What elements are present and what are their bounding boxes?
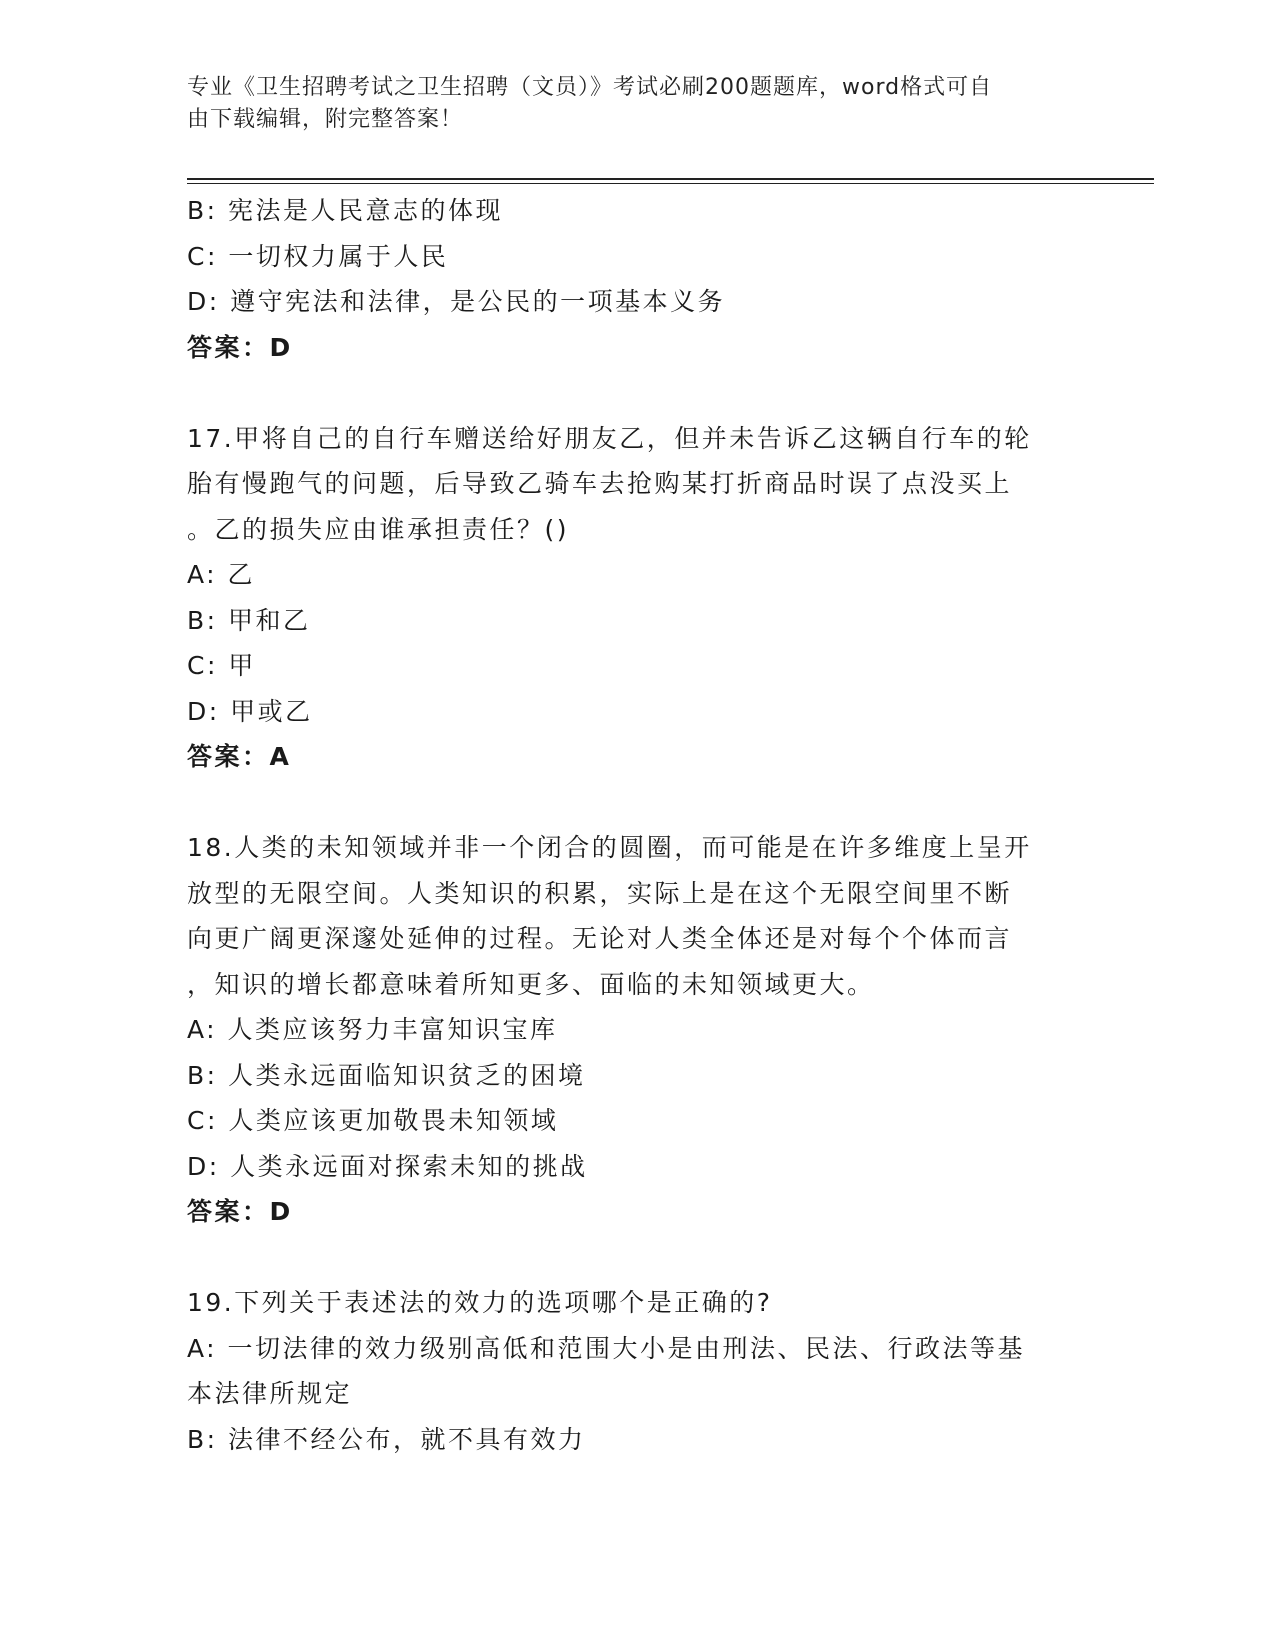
- option-b: B: 宪法是人民意志的体现: [187, 196, 504, 225]
- header-divider-thin: [187, 183, 1154, 184]
- option-b: B: 法律不经公布，就不具有效力: [187, 1424, 586, 1454]
- answer-label: 答案：D: [187, 332, 293, 362]
- option-d: D: 甲或乙: [187, 696, 313, 726]
- option-a: A: 乙: [187, 560, 256, 589]
- question-text-line: 17.甲将自己的自行车赠送给好朋友乙，但并未告诉乙这辆自行车的轮: [187, 423, 1032, 453]
- answer-label: 答案：D: [187, 1197, 293, 1226]
- question-text-line: 向更广阔更深邃处延伸的过程。无论对人类全体还是对每个个体而言: [187, 924, 1013, 953]
- spacer: [187, 370, 1087, 416]
- option-c: C: 人类应该更加敬畏未知领域: [187, 1106, 559, 1135]
- question-17: [187, 416, 1087, 780]
- option-c: C: 甲: [187, 651, 256, 680]
- answer-label: 答案：A: [187, 742, 292, 771]
- question-list: [187, 188, 1087, 1462]
- question-text-line: 胎有慢跑气的问题，后导致乙骑车去抢购某打折商品时误了点没买上: [187, 469, 1013, 498]
- option-c: C: 一切权力属于人民: [187, 241, 449, 271]
- question-text-line: ，知识的增长都意味着所知更多、面临的未知领域更大。: [187, 969, 875, 999]
- header-title-line-1: 专业《卫生招聘考试之卫生招聘（文员）》考试必刷200题题库，word格式可自: [187, 75, 993, 100]
- option-d: D: 人类永远面对探索未知的挑战: [187, 1151, 588, 1181]
- question-18: [187, 825, 1087, 1235]
- header-title-line-2: 由下载编辑，附完整答案！: [187, 107, 464, 132]
- spacer: [187, 780, 1087, 826]
- option-a-line: A: 一切法律的效力级别高低和范围大小是由刑法、民法、行政法等基: [187, 1333, 1026, 1363]
- document-header: [187, 72, 1067, 136]
- option-b: B: 人类永远面临知识贫乏的困境: [187, 1060, 586, 1090]
- option-a-line: 本法律所规定: [187, 1379, 353, 1408]
- option-a: A: 人类应该努力丰富知识宝库: [187, 1015, 558, 1044]
- header-divider-thick: [187, 178, 1154, 180]
- question-16-continuation: [187, 188, 1087, 370]
- question-19: [187, 1280, 1087, 1462]
- question-text-line: 。乙的损失应由谁承担责任？(): [187, 514, 570, 544]
- question-text-line: 放型的无限空间。人类知识的积累，实际上是在这个无限空间里不断: [187, 878, 1013, 908]
- spacer: [187, 1235, 1087, 1281]
- question-text-line: 18.人类的未知领域并非一个闭合的圆圈，而可能是在许多维度上呈开: [187, 833, 1032, 862]
- option-b: B: 甲和乙: [187, 605, 311, 635]
- option-d: D: 遵守宪法和法律，是公民的一项基本义务: [187, 287, 726, 316]
- question-text-line: 19.下列关于表述法的效力的选项哪个是正确的?: [187, 1288, 773, 1317]
